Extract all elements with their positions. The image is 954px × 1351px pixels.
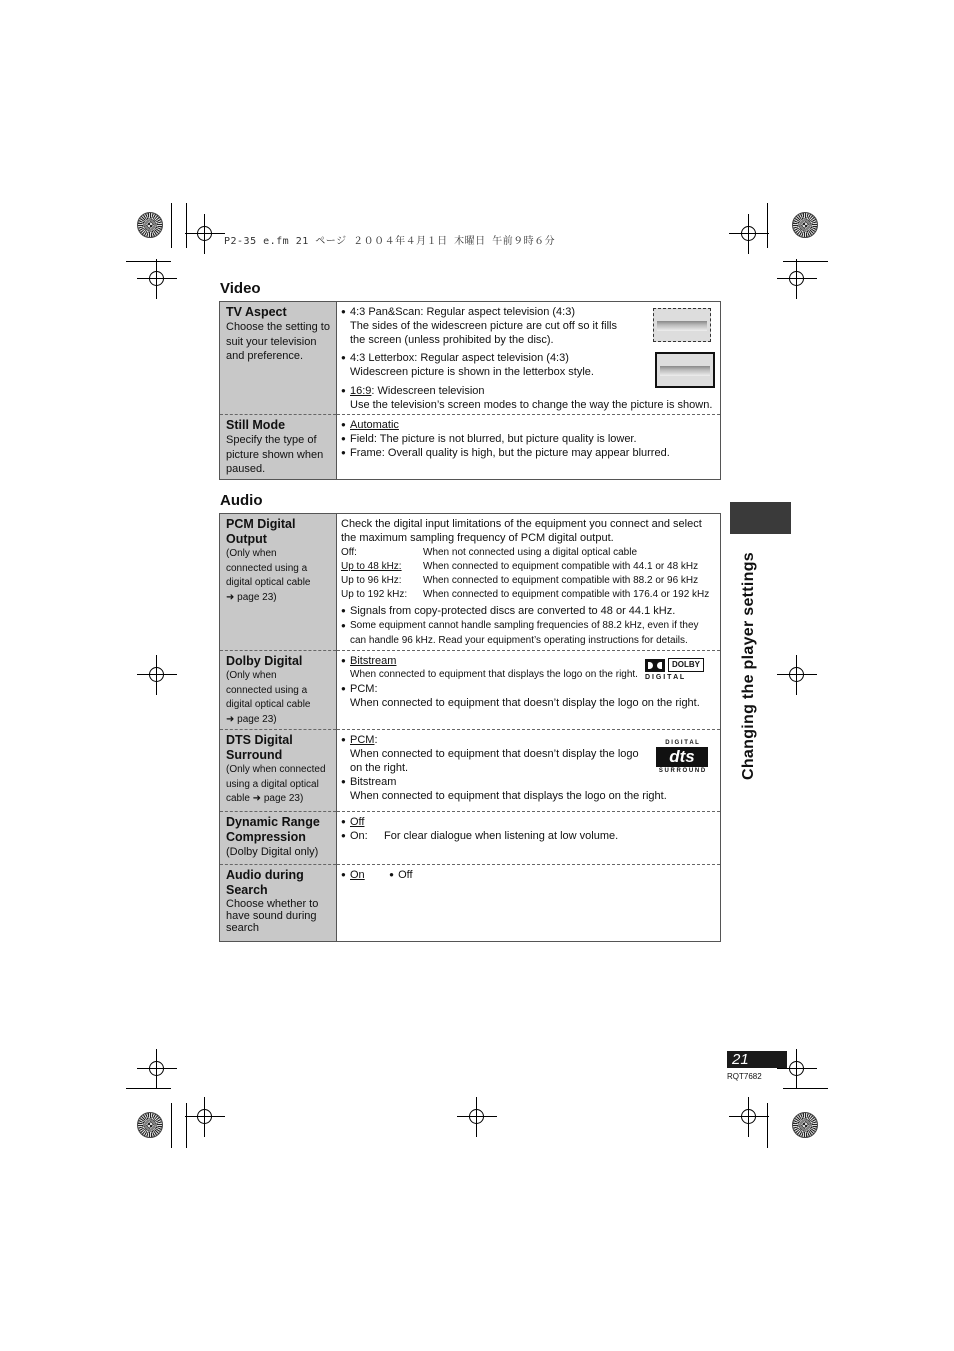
registration-mark-icon — [137, 1049, 177, 1089]
dolby-option-bitstream: ● Bitstream — [341, 654, 716, 668]
dolby-label-cell — [220, 651, 337, 730]
registration-mark-icon — [777, 655, 817, 695]
still-mode-options — [337, 415, 721, 480]
registration-mark-icon — [185, 214, 225, 254]
color-target-icon — [792, 1112, 818, 1138]
drc-sub: (Dolby Digital only) — [226, 846, 319, 858]
pcm-note-equipment: ● Some equipment cannot handle sampling frequencies of 88.2 kHz, even if they can handle 96 kHz. Read your equipment’s operating instructions for details. — [341, 618, 716, 648]
still-mode-label-cell — [220, 415, 337, 480]
drc-label-cell — [220, 812, 337, 865]
registration-mark-icon — [457, 1097, 497, 1137]
section-tab-marker — [730, 502, 791, 534]
dts-option-pcm-desc: When connected to equipment that doesn’t display the logo on the right. — [350, 748, 639, 774]
dts-option-pcm: ● PCM: — [341, 733, 716, 747]
registration-mark-icon — [777, 259, 817, 299]
pcm-label: PCM Digital Output — [226, 517, 296, 546]
audio-search-description: Choose whether to have sound during search — [226, 898, 319, 934]
dts-surround-logo: D I G I T A L dts S U R R O U N D — [656, 739, 708, 775]
dts-label: DTS Digital Surround — [226, 733, 293, 762]
drc-options — [337, 812, 721, 865]
widescreen-label: : Widescreen television — [371, 385, 485, 397]
page-number: 21 — [727, 1051, 787, 1068]
dolby-options — [337, 651, 721, 730]
audio-search-option-off: ● Off — [389, 868, 412, 882]
pan-scan-tv-image — [653, 308, 711, 342]
crop-line — [767, 203, 768, 248]
pcm-row-off: Off: When not connected using a digital optical cable — [341, 547, 638, 558]
dolby-logo-word: DOLBY — [668, 658, 704, 672]
tv-aspect-option-pan-scan-desc: The sides of the widescreen picture are cut off so it fills the screen (unless prohibited by the disc). — [350, 320, 617, 346]
registration-mark-icon — [137, 259, 177, 299]
tv-aspect-label: TV Aspect — [226, 305, 287, 319]
still-mode-option-automatic: ● Automatic — [341, 418, 716, 432]
pcm-label-cell — [220, 514, 337, 651]
audio-search-label: Audio during Search — [226, 868, 304, 897]
still-mode-option-field: ● Field: The picture is not blurred, but picture quality is lower. — [341, 432, 716, 446]
pcm-sub-3: digital optical cable — [226, 577, 311, 588]
pcm-sub-4: ➜ page 23) — [226, 591, 277, 603]
dts-option-bitstream: ● Bitstream — [341, 775, 716, 789]
side-section-label: Changing the player settings — [740, 552, 757, 780]
tv-aspect-description: Choose the setting to suit your television and preference. — [226, 321, 330, 362]
dolby-option-bitstream-desc: When connected to equipment that displays the logo on the right. — [350, 669, 638, 680]
registration-mark-icon — [137, 655, 177, 695]
tv-aspect-label-cell — [220, 302, 337, 415]
crop-line — [783, 261, 828, 262]
double-d-icon — [645, 659, 665, 672]
pcm-row-48: Up to 48 kHz: When connected to equipment compatible with 44.1 or 48 kHz — [341, 561, 699, 572]
pcm-sub-2: connected using a — [226, 562, 308, 574]
model-number: RQT7682 — [727, 1072, 762, 1081]
dolby-sub-1: (Only when — [226, 670, 277, 681]
pcm-intro: Check the digital input limitations of the equipment you connect and select the maximum sampling frequency of PCM digital output. — [341, 518, 702, 544]
crop-line — [126, 261, 171, 262]
dolby-label: Dolby Digital — [226, 654, 303, 668]
color-target-icon — [137, 1112, 163, 1138]
crop-line — [783, 1088, 828, 1089]
still-mode-label: Still Mode — [226, 418, 286, 432]
letterbox-tv-image — [655, 352, 715, 388]
file-header-line: P2-35 e.fm 21 ページ ２００４年４月１日 木曜日 午前９時６分 — [224, 236, 556, 247]
color-target-icon — [137, 212, 163, 238]
dts-sub-3: cable ➜ page 23) — [226, 793, 304, 804]
color-target-icon — [792, 212, 818, 238]
tv-aspect-option-widescreen-desc: Use the television’s screen modes to change the way the picture is shown. — [350, 399, 713, 411]
crop-line — [767, 1103, 768, 1148]
drc-label: Dynamic Range Compression — [226, 815, 320, 844]
still-mode-description: Specify the type of picture shown when paused. — [226, 434, 324, 475]
dts-label-cell — [220, 730, 337, 812]
tv-aspect-option-pan-scan: ● 4:3 Pan&Scan: Regular aspect television (4:3) — [341, 305, 716, 319]
tv-aspect-option-letterbox: ● 4:3 Letterbox: Regular aspect television (4:3) — [341, 351, 716, 365]
registration-mark-icon — [729, 1097, 769, 1137]
dts-sub-1: (Only when connected — [226, 764, 326, 775]
dolby-sub-3: digital optical cable — [226, 699, 311, 710]
registration-mark-icon — [185, 1097, 225, 1137]
dolby-sub-4: ➜ page 23) — [226, 713, 277, 725]
audio-search-label-cell — [220, 865, 337, 942]
dolby-logo-digital: D I G I T A L — [645, 674, 685, 681]
audio-settings-table — [219, 513, 721, 942]
pcm-row-96: Up to 96 kHz: When connected to equipment compatible with 88.2 or 96 kHz — [341, 575, 699, 586]
dts-option-bitstream-desc: When connected to equipment that displays the logo on the right. — [350, 790, 667, 802]
dolby-digital-logo — [645, 658, 711, 683]
drc-option-off: ● Off — [341, 815, 716, 829]
drc-option-on: ● On: For clear dialogue when listening at low volume. — [341, 829, 716, 843]
crop-line — [171, 203, 172, 248]
registration-mark-icon — [729, 214, 769, 254]
dolby-option-pcm-desc: When connected to equipment that doesn’t display the logo on the right. — [350, 697, 700, 709]
pcm-note-copy-protected: ● Signals from copy-protected discs are converted to 48 or 44.1 kHz. — [341, 604, 716, 618]
video-section-title: Video — [220, 280, 261, 297]
still-mode-option-frame: ● Frame: Overall quality is high, but the picture may appear blurred. — [341, 446, 716, 460]
dts-options — [337, 730, 721, 812]
dts-sub-2: using a digital optical — [226, 778, 319, 790]
crop-line — [186, 203, 187, 248]
audio-search-option-on: ● On — [341, 868, 386, 882]
pcm-row-192: Up to 192 kHz: When connected to equipment compatible with 176.4 or 192 kHz — [341, 589, 710, 600]
video-settings-table — [219, 301, 721, 480]
audio-search-options — [337, 865, 721, 942]
tv-aspect-options — [337, 302, 721, 415]
pcm-options — [337, 514, 721, 651]
crop-line — [171, 1103, 172, 1148]
dolby-sub-2: connected using a — [226, 684, 308, 696]
dolby-option-pcm: ● PCM: — [341, 682, 716, 696]
crop-line — [186, 1103, 187, 1148]
pcm-sub-1: (Only when — [226, 548, 277, 559]
dts-logo-mark: dts — [656, 747, 708, 767]
audio-section-title: Audio — [220, 492, 263, 509]
tv-aspect-option-letterbox-desc: Widescreen picture is shown in the letterbox style. — [350, 366, 594, 378]
widescreen-value: 16:9 — [350, 385, 372, 397]
crop-line — [126, 1088, 171, 1089]
